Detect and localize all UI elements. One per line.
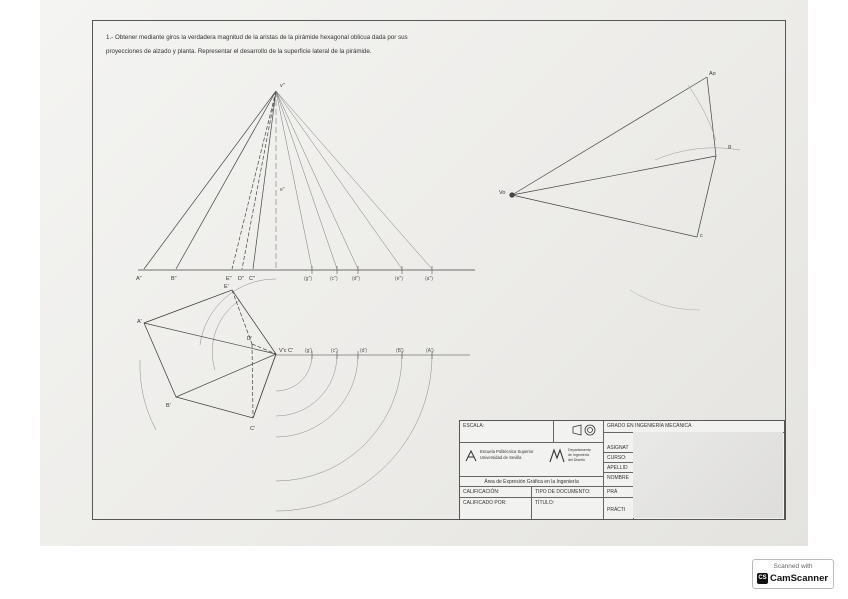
- label-a-plan: A': [137, 319, 142, 325]
- asignatura-cell: [604, 443, 634, 453]
- label-e-plan: E': [224, 284, 229, 290]
- projection-symbol-icon: [572, 423, 586, 435]
- label-e-elev: E": [226, 276, 232, 282]
- plan-edge-c: [253, 354, 276, 418]
- label-v-plan: V'c C': [279, 348, 294, 354]
- label-b-elev: B": [171, 276, 177, 282]
- label-r5-plan: (A'): [426, 348, 434, 354]
- label-g5-elev: (a"): [425, 276, 433, 282]
- dev-label-mid: g: [728, 144, 732, 150]
- plan-hidden-edge: [252, 344, 253, 418]
- dev-label-bottom: c: [700, 233, 703, 239]
- escuela-logo-icon: [464, 449, 478, 465]
- dev-base-1: [707, 77, 716, 156]
- plan-view: [140, 279, 470, 511]
- escuela-name-1: Escuela Politécnica Superior: [480, 449, 534, 454]
- escuela-name-2: Universidad de Sevilla: [480, 455, 522, 460]
- grado-label: GRADO EN INGENIERÍA MECÁNICA: [607, 423, 692, 429]
- label-g4-elev: (e"): [395, 276, 403, 282]
- logos-cell: [460, 443, 604, 477]
- dev-edge-bottom: [512, 195, 697, 237]
- apellidos-label: APELLID: [607, 465, 628, 471]
- label-c-elev: C": [249, 276, 255, 282]
- nombre-label: NOMBRE: [607, 475, 629, 481]
- calificado-por-label: CALIFICADO POR:: [463, 500, 507, 506]
- true-length-lines: [276, 91, 432, 269]
- area-cell: [460, 477, 604, 487]
- tipo-valor: PRÁ: [607, 489, 618, 495]
- development-view: [510, 77, 740, 310]
- area-label: Área de Expresión Gráfica en la Ingeniería: [484, 479, 579, 485]
- label-g2-elev: (c"): [330, 276, 338, 282]
- scanner-brand-text: CamScanner: [770, 573, 829, 585]
- label-c-plan: C': [250, 426, 256, 432]
- projection-symbol-cell: [554, 421, 604, 443]
- dev-edge-top: [512, 77, 707, 195]
- nombre-cell: [604, 473, 634, 487]
- apellidos-cell: [604, 463, 634, 473]
- edge-b: [176, 91, 276, 269]
- escala-cell: [460, 421, 554, 443]
- statement-line-2: proyecciones de alzado y planta. Representar el desarrollo de la superficie lateral de la pirámide.: [106, 48, 372, 55]
- scanner-brand-row: [757, 573, 828, 584]
- label-d-plan: D': [247, 336, 253, 342]
- dev-label-top: Ao: [709, 71, 716, 77]
- dev-vertex-point: [510, 193, 515, 198]
- titulo-valor: PRÁCTI: [607, 507, 626, 513]
- departamento-3: del Diseño: [568, 458, 585, 462]
- rotation-arcs: [140, 279, 432, 511]
- edge-d: [242, 91, 276, 269]
- departamento-logo-icon: [548, 448, 566, 466]
- curso-cell: [604, 453, 634, 463]
- statement-line-1: 1.- Obtener mediante giros la verdadera magnitud de la aristas de la pirámide hexagonal oblicua dada por sus: [106, 34, 408, 41]
- titulo-valor-cell: [604, 498, 634, 519]
- calificacion-cell: [460, 487, 532, 498]
- label-r2-plan: (c'): [331, 348, 338, 354]
- base-polygon: [144, 290, 276, 418]
- label-r4-plan: (B'): [396, 348, 404, 354]
- edge-e: [232, 91, 276, 269]
- escala-label: ESCALA:: [463, 423, 485, 429]
- titulo-label: TÍTULO:: [535, 500, 555, 506]
- dev-base-2: [697, 156, 716, 237]
- scanner-top-text: Scanned with: [773, 563, 813, 570]
- camscanner-logo-icon: CS: [757, 573, 768, 584]
- redacted-area: [633, 432, 783, 518]
- scanner-watermark: [752, 559, 834, 589]
- tipo-valor-cell: [604, 487, 634, 498]
- calificado-por-cell: [460, 498, 532, 519]
- curso-label: CURSO:: [607, 455, 627, 461]
- asignatura-label: ASIGNAT: [607, 445, 629, 451]
- label-a-elev: A": [136, 276, 142, 282]
- label-d-elev: D": [238, 276, 244, 282]
- axis-label: e": [280, 187, 285, 193]
- dev-edge-mid: [512, 156, 716, 195]
- label-b-plan: B': [166, 403, 171, 409]
- titulo-cell: [532, 498, 604, 519]
- departamento-2: de Ingeniería: [568, 453, 589, 457]
- label-g3-elev: (d"): [352, 276, 360, 282]
- plan-edge-b: [176, 354, 276, 397]
- departamento-1: Departamento: [568, 448, 591, 452]
- tipo-documento-label: TIPO DE DOCUMENTO:: [535, 489, 591, 495]
- apex-label: v": [280, 83, 285, 89]
- label-g1-elev: (g"): [304, 276, 312, 282]
- tipo-documento-cell: [532, 487, 604, 498]
- dev-label-vertex: Vo: [499, 190, 506, 196]
- calificacion-label: CALIFICACIÓN:: [463, 489, 500, 495]
- plan-edge-a: [144, 323, 276, 354]
- label-r3-plan: (d'): [360, 348, 368, 354]
- label-r1-plan: (g'): [305, 348, 313, 354]
- elevation-view: [138, 91, 475, 274]
